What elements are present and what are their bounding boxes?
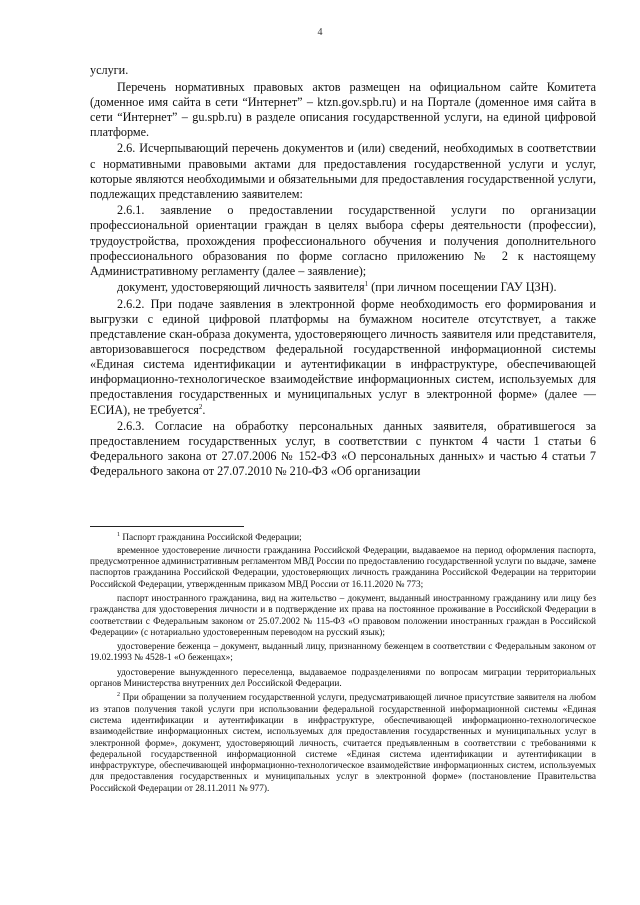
paragraph-2-6-1: 2.6.1. заявление о предоставлении государственной услуги по организации профессиональной ориентации граждан в целях выбора сферы деятельности (профессии), трудоустройства, прохождения профессионального обучения и получения дополнительного профессионального образования по форме согласно приложению № 2 к настоящему Административному регламенту (далее – заявление); xyxy=(90,203,596,278)
document-body xyxy=(90,63,596,481)
footnote-2 xyxy=(90,693,596,795)
identity-document-text: документ, удостоверяющий личность заявителя xyxy=(117,280,365,295)
paragraph-normative-acts: Перечень нормативных правовых актов размещен на официальном сайте Комитета (доменное имя сайта в сети “Интернет” – ktzn.gov.spb.ru) и на Портале (доменное имя сайта в сети “Интернет” – gu.spb.ru) в разделе описания государственной услуги, на единой цифровой платформе. xyxy=(90,79,596,139)
footnote-1-number: 1 xyxy=(117,531,120,538)
footnote-2-text: При обращении за получением государственной услуги, предусматривающей личное присутствие заявителя на любом из этапов получения такой услуги при использовании федеральной государственной информационной системы «Единая система идентификации и аутентификации в инфраструктуре, обеспечивающей информационно-технологическое взаимодействие информационных систем, используемых для предоставления государственных и муниципальных услуг в электронной форме», документ, удостоверяющий личность, считается предъявленным в соответствии с требованиями к федеральной государственной информационной системе «Единая система идентификации и аутентификации в инфраструктуре, обеспечивающей информационно-технологическое взаимодействие информационных систем, используемых для предоставления государственных и муниципальных услуг в электронной форме» (постановление Правительства Российской Федерации от 28.11.2011 № 977). xyxy=(90,693,596,794)
paragraph-identity-document xyxy=(90,280,596,295)
footnote-1-item: удостоверение вынужденного переселенца, выдаваемое подразделениями по вопросам миграции территориальных органов Министерства внутренних дел Российской Федерации. xyxy=(90,667,596,690)
footnote-ref-1[interactable]: 1 xyxy=(364,280,369,289)
footnote-1-first: Паспорт гражданина Российской Федерации; xyxy=(122,533,302,543)
footnote-1 xyxy=(90,533,596,544)
footnote-1-item: удостоверение беженца – документ, выданный лицу, признанному беженцем в соответствии с Федеральным законом от 19.02.1993 № 4528-1 «О беженцах»; xyxy=(90,642,596,664)
paragraph-2-6: 2.6. Исчерпывающий перечень документов и (или) сведений, необходимых в соответствии с нормативными правовыми актами для предоставления государственной услуги и услуг, которые являются необходимыми и обязательными для предоставления государственной услуги, подлежащих представлению заявителем: xyxy=(90,141,596,201)
footnote-1-item: временное удостоверение личности гражданина Российской Федерации, выдаваемое на период оформления паспорта, предусмотренное административным регламентом МВД России по предоставлению государственной услуги по выдаче, замене паспортов гражданина Российской Федерации, удостоверяющих личность гражданина Российской Федерации на территории Российской Федерации, утвержденным приказом МВД России от 16.11.2020 № 773; xyxy=(90,545,596,590)
footnote-2-number: 2 xyxy=(117,692,120,699)
paragraph-2-6-2-tail: . xyxy=(202,402,206,417)
footnote-separator xyxy=(90,526,244,527)
paragraph-2-6-2-text: 2.6.2. При подаче заявления в электронной форме необходимость его формирования и выгрузки с единой цифровой платформы на бумажном носителе отсутствует, а также представление скан-образа документа, удостоверяющего личность заявителя или представителя, авторизовавшегося посредством федеральной государственной информационной системы «Единая система идентификации и аутентификации в инфраструктуре, обеспечивающей информационно-технологическое взаимодействие информационных систем, используемых для предоставления государственных и муниципальных услуг в электронной форме» (далее — ЕСИА), не требуется xyxy=(90,296,596,417)
paragraph-continuation: услуги. xyxy=(90,63,129,77)
footnote-ref-2[interactable]: 2 xyxy=(198,402,203,411)
paragraph-2-6-3: 2.6.3. Согласие на обработку персональных данных заявителя, обратившегося за предоставлением государственных услуг, в соответствии с пунктом 4 части 1 статьи 6 Федерального закона от 27.07.2006 № 152-ФЗ «О персональных данных» и частью 4 статьи 7 Федерального закона от 27.07.2010 № 210-ФЗ «Об организации xyxy=(90,419,596,479)
paragraph-2-6-2 xyxy=(90,297,596,418)
footnote-1-item: паспорт иностранного гражданина, вид на жительство – документ, выданный иностранному гражданину или лицу без гражданства для удостоверения личности и в подтверждение их права на постоянное проживание в Российской Федерации в соответствии с Федеральным законом от 25.07.2002 № 115-ФЗ «О правовом положении иностранных граждан в Российской Федерации» (с нотариально удостоверенным переводом на русский язык); xyxy=(90,593,596,638)
identity-document-tail: (при личном посещении ГАУ ЦЗН). xyxy=(368,280,557,295)
page-number: 4 xyxy=(317,27,323,38)
footnotes xyxy=(90,533,596,798)
